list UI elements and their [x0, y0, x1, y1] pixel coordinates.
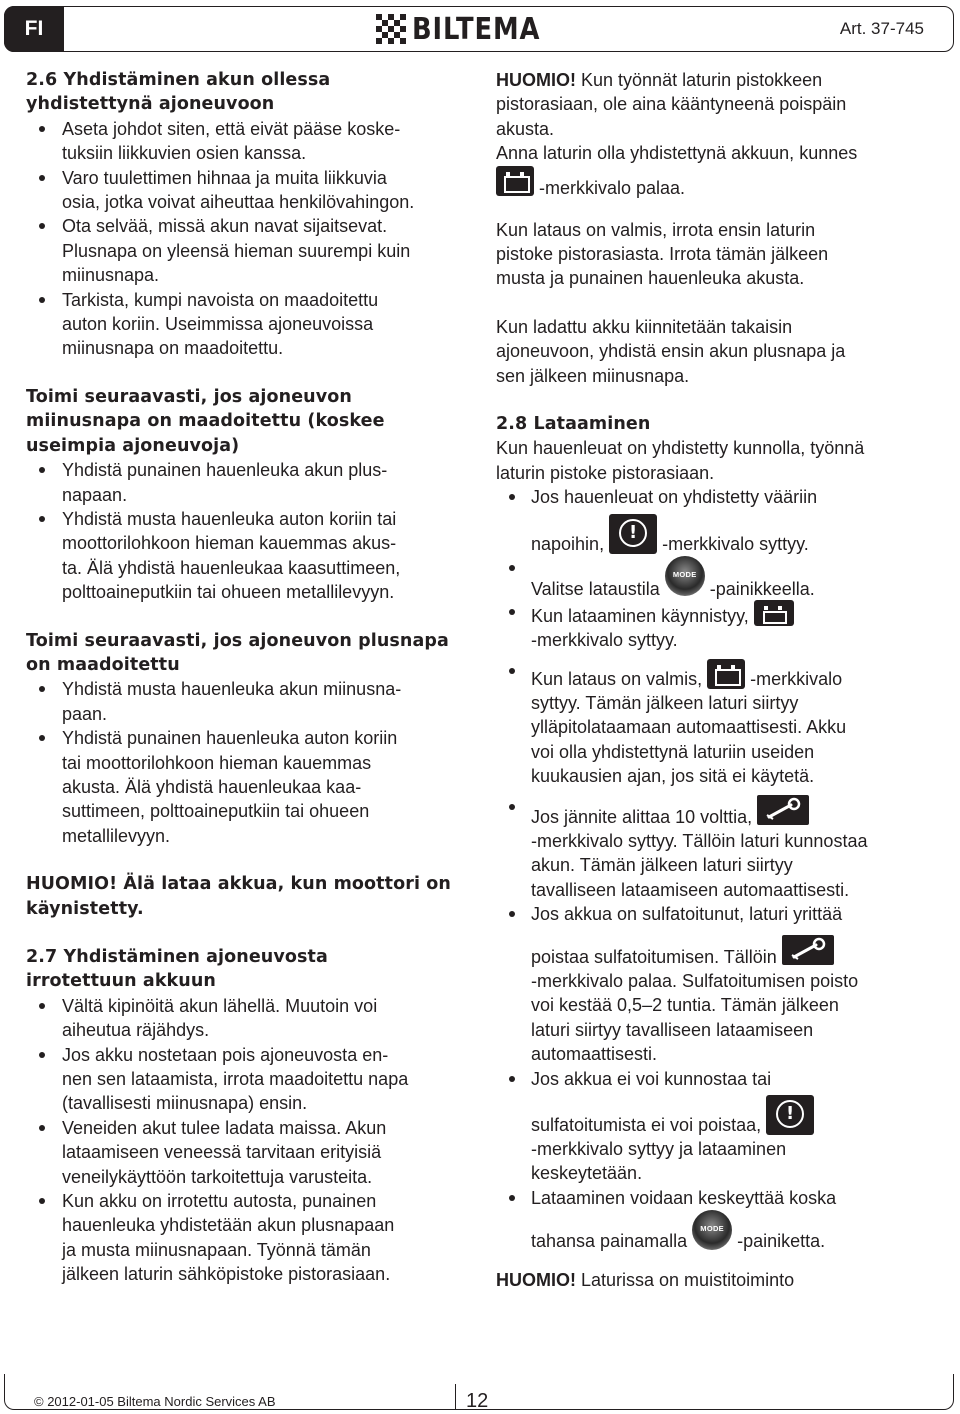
section-2-6-heading: 2.6 Yhdistäminen akun ollessa yhdistettynä ajoneuvoon: [26, 70, 331, 115]
language-badge: FI: [4, 6, 64, 52]
page-header: [0, 0, 960, 60]
reinstall-note: Kun ladattu akku kiinnitetään takaisin ajoneuvoon, yhdistä ensin akun plusnapa ja sen jälkeen miinusnapa.: [496, 316, 846, 386]
mode-button-icon: MODE: [692, 1210, 732, 1250]
disconnect-note: Kun lataus on valmis, irrota ensin laturin pistoke pistorasiasta. Irrota tämän jälkeen musta ja punainen hauenleuka akusta.: [496, 219, 829, 289]
plug-note: HUOMIO! Kun työnnät laturin pistokkeen pistorasiaan, ole aina kääntyneenä poispäin akusta.: [496, 70, 847, 139]
list-item: Jos akkua on sulfatoitunut, laturi yrittää poistaa sulfatoitumisen. Tällöin -merkkivalo palaa. Sulfatoitumisen poisto voi kestää 0,5–2 tuntia. Tämän jälkeen laturi siirtyy tavalliseen lataamiseen automaattisesti.: [496, 902, 936, 1066]
battery-full-icon: [707, 659, 745, 689]
section-2-6-list: [26, 117, 472, 361]
list-item: Kun akku on irrotettu autosta, punainen hauenleuka yhdistetään akun plusnapaan ja musta miinusnapaan. Työnnä tämän jälkeen laturin sähköpistoke pistorasiaan.: [26, 1189, 472, 1287]
list-item: Ota selvää, missä akun navat sijaitsevat. Plusnapa on yleensä hieman suurempi kuin miinusnapa.: [26, 214, 472, 287]
brand-wordmark: BILTEMA: [412, 11, 541, 47]
minus-ground-heading: Toimi seuraavasti, jos ajoneuvon miinusnapa on maadoitettu (koskee useimpia ajoneuvoja): [26, 386, 385, 456]
biltema-logo: [376, 13, 561, 45]
memory-note: HUOMIO! Laturissa on muistitoiminto: [496, 1270, 795, 1291]
list-item: Kun lataus on valmis, -merkkivalo syttyy. Tämän jälkeen laturi siirtyy ylläpitolataamaan automaattisesti. Akku voi olla yhdistettynä laturiin useiden kuukausien ajan, jos sitä ei käytetä.: [496, 659, 936, 789]
list-item: Jos hauenleuat on yhdistetty vääriin napoihin, ! -merkkivalo syttyy.: [496, 485, 936, 555]
plus-ground-list: [26, 677, 472, 848]
plus-ground-heading: Toimi seuraavasti, jos ajoneuvon plusnapa on maadoitettu: [26, 630, 449, 675]
article-number: Art. 37-745: [839, 19, 924, 38]
charging-list: [496, 485, 936, 1256]
list-item: Varo tuulettimen hihnaa ja muita liikkuvia osia, jotka voivat aiheuttaa henkilövahingon.: [26, 166, 472, 215]
copyright: © 2012-01-05 Biltema Nordic Services AB: [34, 1394, 276, 1409]
section-2-7-heading: 2.7 Yhdistäminen ajoneuvosta irrotettuun akkuun: [26, 947, 328, 992]
wrench-icon: [757, 795, 809, 825]
footer-divider: [455, 1384, 456, 1410]
list-item: Jos akkua ei voi kunnostaa tai sulfatoitumista ei voi poistaa, ! -merkkivalo syttyy ja lataaminen keskeytetään.: [496, 1067, 936, 1186]
list-item: Jos akku nostetaan pois ajoneuvosta en- nen sen lataamista, irrota maadoitettu napa (tavallisesti miinusnapa) ensin.: [26, 1043, 472, 1116]
list-item: Lataaminen voidaan keskeyttää koska tahansa painamalla MODE -painiketta.: [496, 1186, 936, 1256]
list-item: Jos jännite alittaa 10 volttia, -merkkivalo syttyy. Tällöin laturi kunnostaa akun. Tämän jälkeen laturi siirtyy tavalliseen lataamiseen automaattisesti.: [496, 795, 936, 903]
page-footer: [0, 1370, 960, 1414]
wrench-icon: [782, 935, 834, 965]
huomio-label: HUOMIO!: [496, 70, 576, 90]
list-item: Valitse lataustila MODE -painikkeella.: [496, 556, 936, 600]
list-item: Yhdistä punainen hauenleuka auton koriin tai moottorilohkoon hieman kauemmas akusta. Älä yhdistä hauenleukaa kaa- suttimeen, polttoaineputkiin tai ohueen metallilevyyn.: [26, 726, 472, 848]
charging-battery-icon: [754, 600, 794, 626]
list-item: Veneiden akut tulee ladata maissa. Akun lataamiseen veneessä tarvitaan erityisiä veneilykäyttöön tarkoitettuja varusteita.: [26, 1116, 472, 1189]
right-column: [496, 68, 936, 1293]
warning-icon: !: [766, 1095, 814, 1135]
list-item: Tarkista, kumpi navoista on maadoitettu auton koriin. Useimmissa ajoneuvoissa miinusnapa on maadoitettu.: [26, 288, 472, 361]
warning-note: HUOMIO! Älä lataa akkua, kun moottori on käynistetty.: [26, 874, 451, 919]
list-item: Yhdistä musta hauenleuka auton koriin tai moottorilohkoon hieman kauemmas akus- ta. Älä yhdistä hauenleukaa kaasuttimeen, polttoaineputkiin tai ohueen metallilevyyn.: [26, 507, 472, 605]
section-2-7-list: [26, 994, 472, 1287]
mode-button-icon: MODE: [665, 556, 705, 596]
list-item: Vältä kipinöitä akun lähellä. Muutoin voi aiheutua räjähdys.: [26, 994, 472, 1043]
list-item: Yhdistä punainen hauenleuka akun plus- napaan.: [26, 458, 472, 507]
connect-note: Anna laturin olla yhdistettynä akkuun, kunnes -merkkivalo palaa.: [496, 143, 858, 198]
list-item: Kun lataaminen käynnistyy, -merkkivalo syttyy.: [496, 600, 936, 653]
left-column: [26, 68, 472, 1287]
charging-intro: Kun hauenleuat on yhdistetty kunnolla, työnnä laturin pistoke pistorasiaan.: [496, 438, 865, 483]
page-number: 12: [466, 1390, 489, 1412]
checker-flag-icon: [376, 14, 406, 44]
warning-icon: !: [609, 514, 657, 554]
battery-icon: [496, 166, 534, 196]
list-item: Aseta johdot siten, että eivät pääse koske- tuksiin liikkuvien osien kanssa.: [26, 117, 472, 166]
section-2-8-heading: 2.8 Lataaminen: [496, 414, 651, 435]
list-item: Yhdistä musta hauenleuka akun miinusna- paan.: [26, 677, 472, 726]
minus-ground-list: [26, 458, 472, 604]
